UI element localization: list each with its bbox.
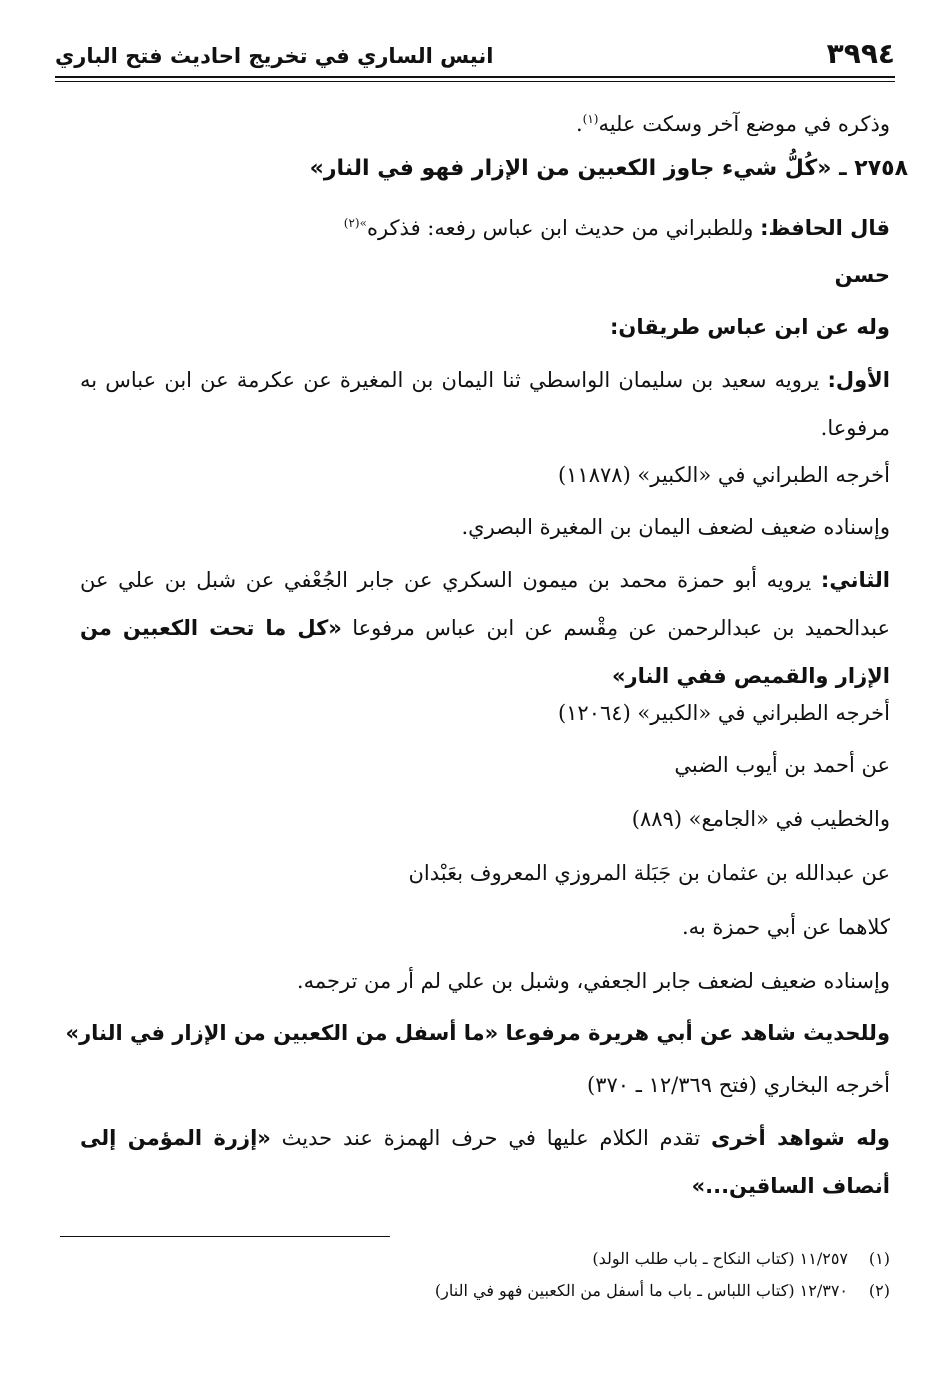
footnote-separator xyxy=(60,1236,390,1237)
paragraph-takhrij-1: أخرجه الطبراني في «الكبير» (١١٨٧٨) xyxy=(557,463,890,487)
running-header xyxy=(55,22,895,74)
footnote-ref-2: »(٢) xyxy=(343,216,367,230)
paragraph-hafiz: قال الحافظ: وللطبراني من حديث ابن عباس رفعه: فذكره$^{»(٢)}$ xyxy=(343,216,890,240)
grade-label: حسن xyxy=(834,263,890,287)
paragraph-1: وذكره في موضع آخر وسكت عليه$^{(١)}$. xyxy=(575,112,890,136)
header-rule-thin xyxy=(55,81,895,82)
footnote-1: (١)١١/٢٥٧ (كتاب النكاح ـ باب طلب الولد) xyxy=(592,1249,890,1268)
page-number: ٣٩٩٤ xyxy=(826,37,895,70)
paragraph-narrator-1: عن أحمد بن أيوب الضبي xyxy=(674,753,890,777)
paragraph-bukhari: أخرجه البخاري (فتح ١٢/٣٦٩ ـ ٣٧٠) xyxy=(587,1073,890,1097)
paragraph-first-path: الأول: يرويه سعيد بن سليمان الواسطي ثنا اليمان بن المغيرة عن عكرمة عن ابن عباس به مرفوعا. xyxy=(80,368,890,440)
paragraph-witness: وللحديث شاهد عن أبي هريرة مرفوعا «ما أسفل من الكعبين من الإزار في النار» xyxy=(65,1021,890,1045)
paragraph-narrator-2: عن عبدالله بن عثمان بن جَبَلة المروزي المعروف بعَبْدان xyxy=(408,861,890,885)
paragraph-other-witnesses: وله شواهد أخرى تقدم الكلام عليها في حرف الهمزة عند حديث «إزرة المؤمن إلى أنصاف الساقين...» xyxy=(80,1126,890,1198)
footnote-ref-1: (١) xyxy=(582,112,599,126)
paragraph-isnad-2: وإسناده ضعيف لضعف جابر الجعفي، وشبل بن علي لم أر من ترجمه. xyxy=(296,969,890,993)
footnote-2: (٢)١٢/٣٧٠ (كتاب اللباس ـ باب ما أسفل من الكعبين فهو في النار) xyxy=(434,1281,890,1300)
paragraph-takhrij-2: أخرجه الطبراني في «الكبير» (١٢٠٦٤) xyxy=(557,701,890,725)
hadith-heading: ٢٧٥٨ ـ «كُلُّ شيء جاوز الكعبين من الإزار فهو في النار» xyxy=(309,156,908,181)
header-rule-thick xyxy=(55,76,895,78)
paragraph-isnad-1: وإسناده ضعيف لضعف اليمان بن المغيرة البصري. xyxy=(461,515,890,539)
paragraph-both-from: كلاهما عن أبي حمزة به. xyxy=(681,915,890,939)
paragraph-takhrij-3: والخطيب في «الجامع» (٨٨٩) xyxy=(631,807,890,831)
paragraph-two-paths: وله عن ابن عباس طريقان: xyxy=(610,315,890,339)
paragraph-second-path: الثاني: يرويه أبو حمزة محمد بن ميمون السكري عن جابر الجُعْفي عن شبل بن علي عن عبدالحميد بن عبدالرحمن عن مِقْسم عن ابن عباس مرفوعا «كل ما تحت الكعبين من الإزار والقميص ففي النار» xyxy=(80,568,890,688)
running-title: انيس الساري في تخريج احاديث فتح الباري xyxy=(55,44,494,68)
